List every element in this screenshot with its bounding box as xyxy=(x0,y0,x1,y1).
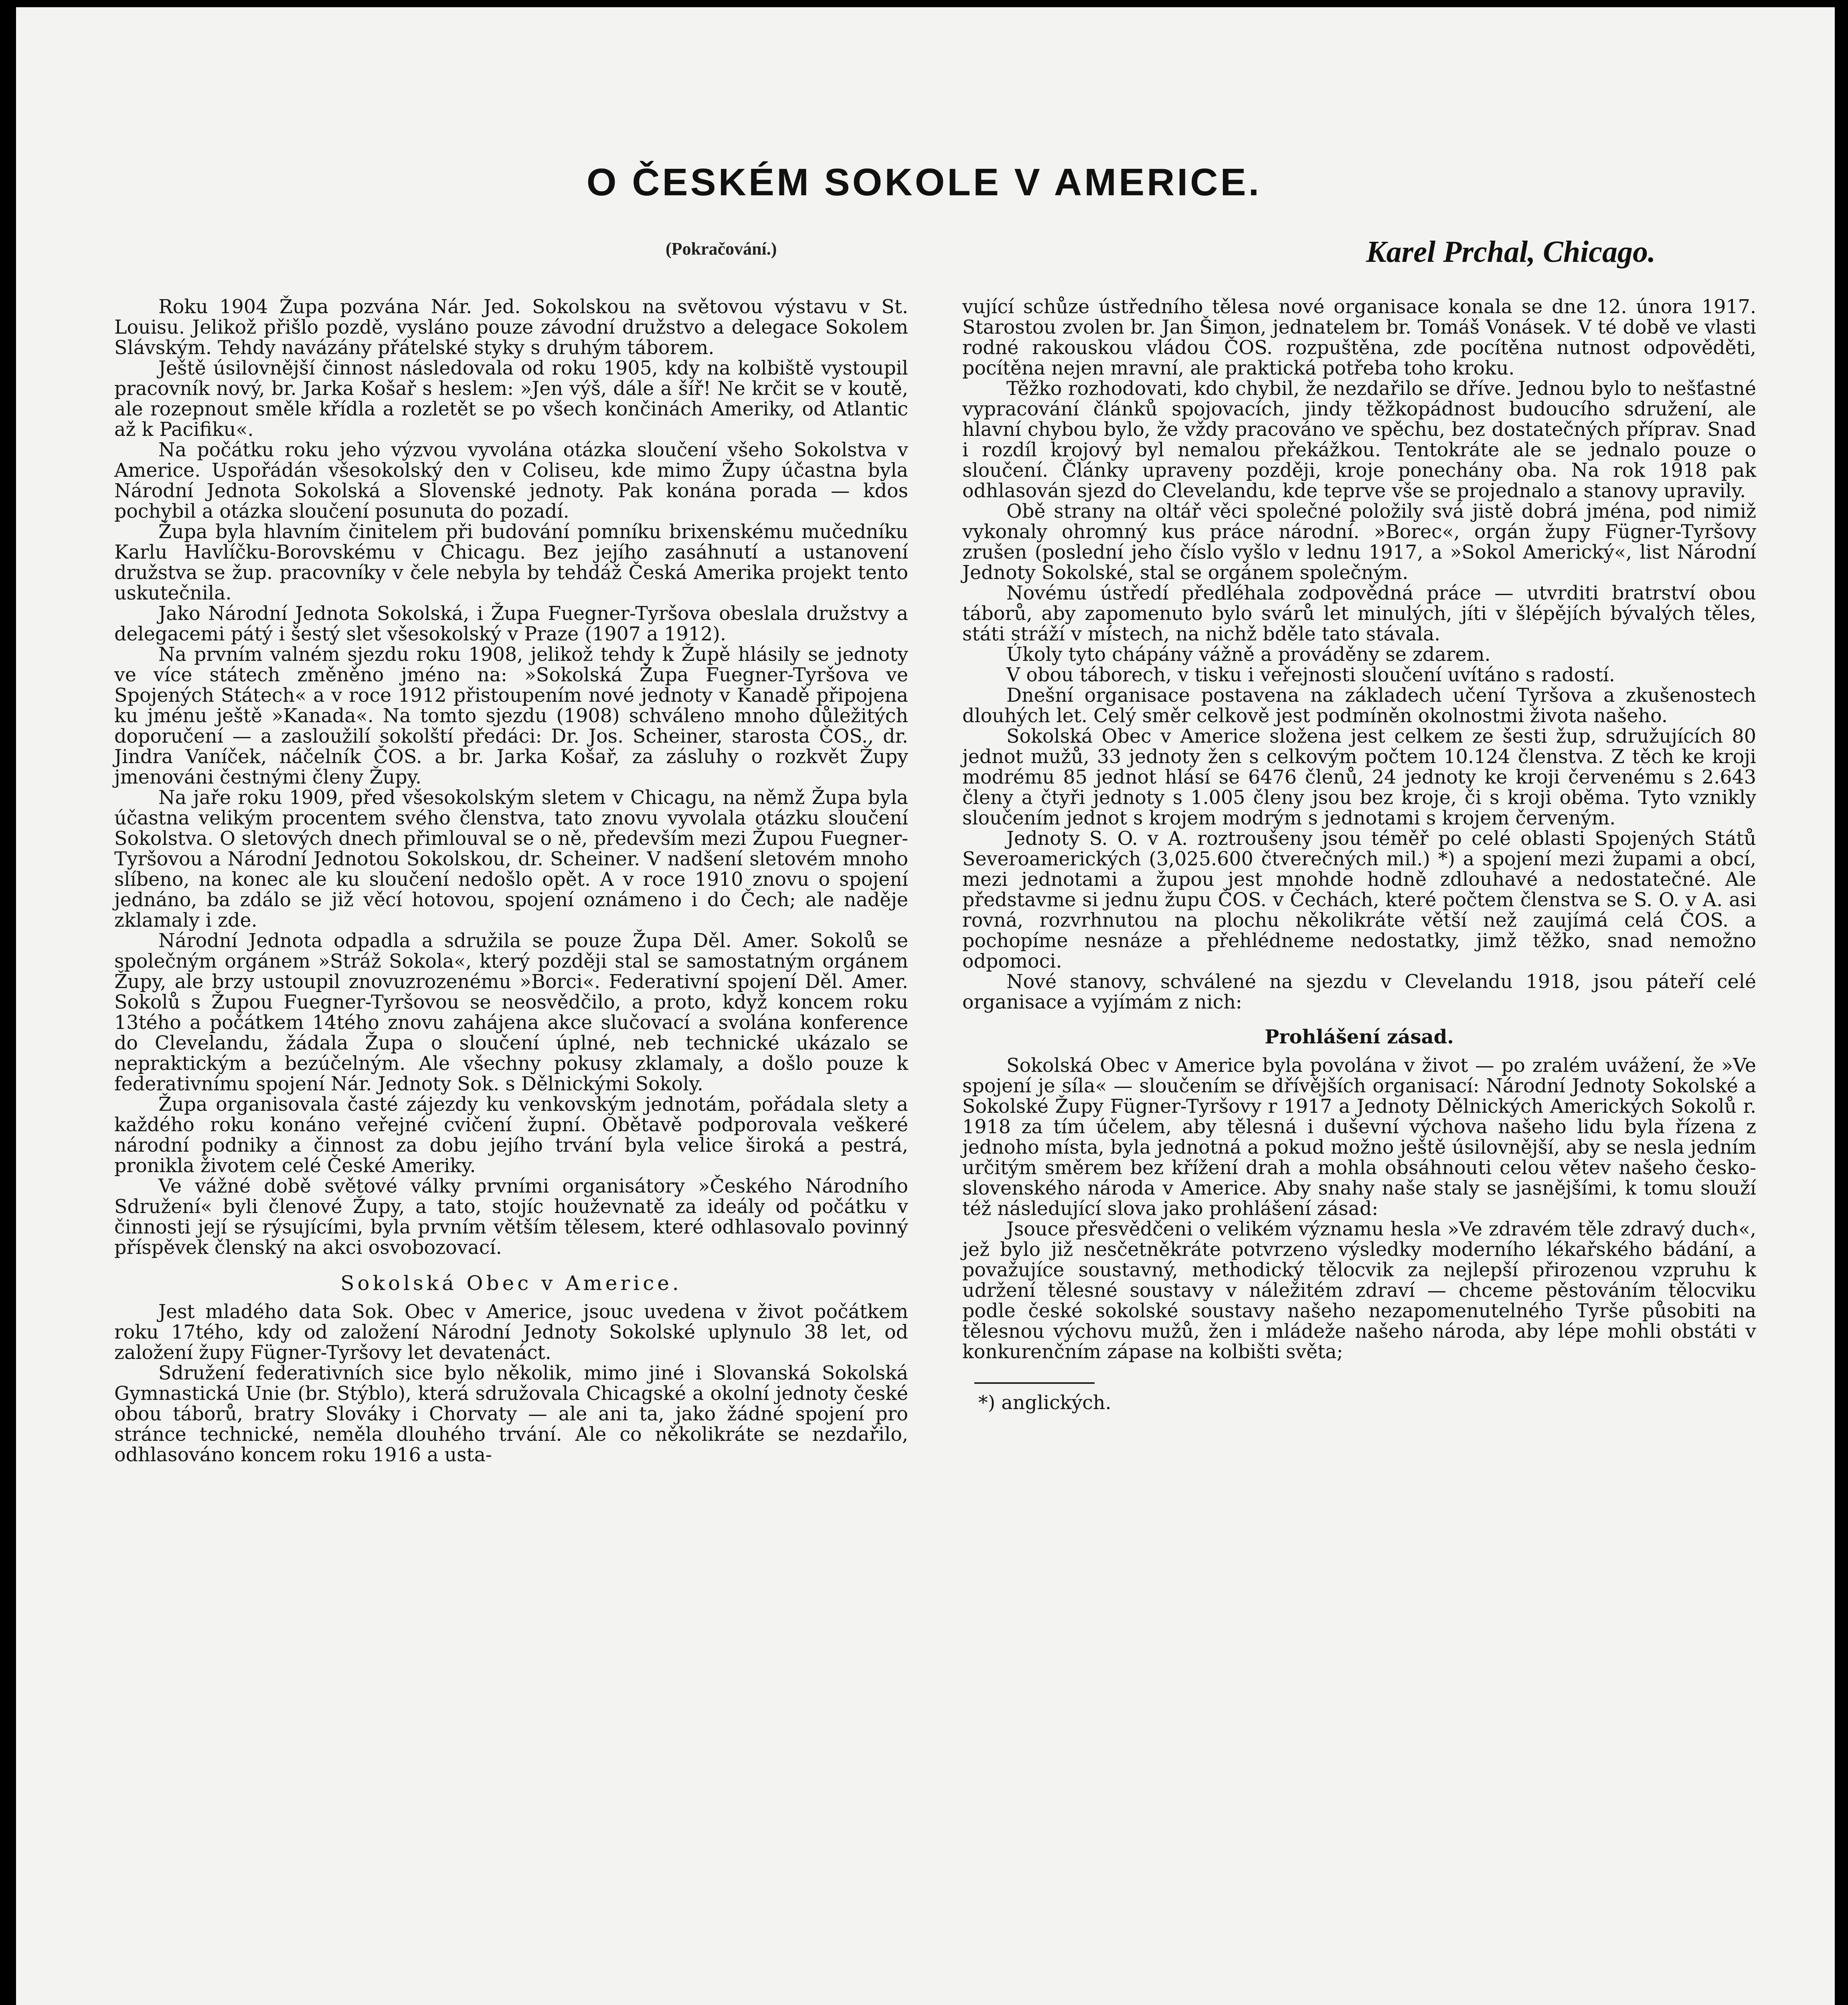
paragraph: Těžko rozhodovati, kdo chybil, že nezdařilo se dříve. Jednou bylo to nešťastné vypracování článků spojovacích, jindy těžkopádnost budoucího sdružení, ale hlavní chybou bylo, že vždy pracováno ve spěchu, bez dostatečných příprav. Snad i rozdíl krojový byl nemalou překážkou. Tentokráte ale se jednalo pouze o sloučení. Články upraveny později, kroje ponechány oba. Na rok 1918 pak odhlasován sjezd do Clevelandu, kde teprve vše se projednalo a stanovy upravily. xyxy=(962,378,1756,502)
paragraph: Jsouce přesvědčeni o velikém významu hesla »Ve zdravém těle zdravý duch«, jež bylo již nesčetněkráte potvrzeno výsledky moderního lékařského bádání, a považujíce soustavný, methodický tělocvik za nejlepší přirozenou vzpruhu k udržení tělesné soustavy v náležitém zdraví — chceme pěstováním tělocviku podle české sokolské soustavy našeho nezapomenutelného Tyrše působiti na tělesnou výchovu mužů, žen i mládeže našeho národa, aby lépe mohli obstáti v konkurenčním zápase na kolbišti světa; xyxy=(962,1218,1756,1363)
paragraph: Jako Národní Jednota Sokolská, i Župa Fuegner-Tyršova obeslala družstvy a delegacemi pátý i šestý slet všesokolský v Praze (1907 a 1912). xyxy=(114,603,908,645)
footnote-rule xyxy=(974,1382,1095,1384)
paragraph: Sokolská Obec v Americe složena jest celkem ze šesti žup, sdružujících 80 jednot mužů, 33 jednoty žen s celkovým počtem 10.124 členstva. Z těch ke kroji modrému 85 jednot hlásí se 6476 členů, 24 jednoty ke kroji červenému s 2.643 členy a čtyři jednoty s 1.005 členy jsou bez kroje, či s kroji oběma. Tyto vznikly sloučením jednot s krojem modrým s jednotami s krojem červeným. xyxy=(962,725,1756,829)
paragraph: Jednoty S. O. v A. roztroušeny jsou téměř po celé oblasti Spojených Států Severoamerických (3,025.600 čtverečných mil.) *) a spojení mezi župami a obcí, mezi jednotami a župou jest mnohde hodně zdlouhavé a nedostatečné. Ale představme si jednu župu ČOS. v Čechách, které počtem členstva se S. O. v A. asi rovná, rozvrhnutou na plochu několikráte větší než zaujímá celá ČOS. a pochopíme nesnáze a přehlédneme nedostatky, jimž těžko, snad nemožno odpomoci. xyxy=(962,828,1756,972)
paragraph: Župa byla hlavním činitelem při budování pomníku brixenskému mučedníku Karlu Havlíčku-Borovskému v Chicagu. Bez jejího zasáhnutí a ustanovení družstva se žup. pracovníky v čele nebyla by tehdáž Česká Amerika projekt tento uskutečnila. xyxy=(114,521,908,604)
paragraph: Nové stanovy, schválené na sjezdu v Clevelandu 1918, jsou páteří celé organisace a vyjímám z nich: xyxy=(962,971,1756,1013)
right-column xyxy=(962,297,1756,1413)
paragraph: Na počátku roku jeho výzvou vyvolána otázka sloučení všeho Sokolstva v Americe. Uspořádán všesokolský den v Coliseu, kde mimo Župy účastna byla Národní Jednota Sokolská a Slovenské jednoty. Pak konána porada — kdos pochybil a otázka sloučení posunuta do pozadí. xyxy=(114,439,908,523)
paragraph: Župa organisovala časté zájezdy ku venkovským jednotám, pořádala slety a každého roku konáno veřejné cvičení župní. Obětavě podporovala veškeré národní podniky a činnost za dobu jejího trvání byla velice široká a pestrá, pronikla životem celé České Ameriky. xyxy=(114,1094,908,1177)
paragraph: Roku 1904 Župa pozvána Nár. Jed. Sokolskou na světovou výstavu v St. Louisu. Jelikož přišlo pozdě, vysláno pouze závodní družstvo a delegace Sokolem Slávským. Tehdy navázány přátelské styky s druhým táborem. xyxy=(114,296,908,359)
continuation-note: (Pokračování.) xyxy=(666,239,777,259)
section-heading: Sokolská Obec v Americe. xyxy=(340,1272,682,1295)
section-heading: Prohlášení zásad. xyxy=(1265,1026,1454,1048)
paragraph: Dnešní organisace postavena na základech učení Tyršova a zkušenostech dlouhých let. Celý směr celkově jest podmíněn okolnostmi života našeho. xyxy=(962,685,1756,727)
paragraph: Ještě úsilovnější činnost následovala od roku 1905, kdy na kolbiště vystoupil pracovník nový, br. Jarka Košař s heslem: »Jen výš, dále a šíř! Ne krčit se v koutě, ale rozepnout směle křídla a rozletět se po všech končinách Ameriky, od Atlantic až k Pacifiku«. xyxy=(114,357,908,441)
paragraph: Obě strany na oltář věci společné položily svá jistě dobrá jména, pod nimiž vykonaly ohromný kus práce národní. »Borec«, orgán župy Fügner-Tyršovy zrušen (poslední jeho číslo vyšlo v lednu 1917, a »Sokol Americký«, list Národní Jednoty Sokolské, stal se orgánem společným. xyxy=(962,500,1756,584)
article-title: O ČESKÉM SOKOLE V AMERICE. xyxy=(586,161,1262,204)
left-column xyxy=(114,297,908,1465)
author-byline: Karel Prchal, Chicago. xyxy=(1366,235,1656,269)
paragraph: Úkoly tyto chápány vážně a prováděny se zdarem. xyxy=(1006,644,1491,666)
paragraph: Ve vážné době světové války prvními organisátory »Českého Národního Sdružení« byli členové Župy, a tato, stojíc houževnatě za ideály od počátku v činnosti její se rýsujícími, byla prvním větším tělesem, které odhlasovalo povinný příspěvek členský na akci osvobozovací. xyxy=(114,1175,908,1259)
footnote: *) anglických. xyxy=(978,1392,1111,1414)
paragraph: Sdružení federativních sice bylo několik, mimo jiné i Slovanská Sokolská Gymnastická Unie (br. Stýblo), která sdružovala Chicagské a okolní jednoty české obou táborů, bratry Slováky i Chorvaty — ale ani ta, jako žádné spojení pro stránce technické, neměla dlouhého trvání. Ale co několikráte se nezdařilo, odhlasováno koncem roku 1916 a usta- xyxy=(114,1362,908,1466)
paragraph: V obou táborech, v tisku i veřejnosti sloučení uvítáno s radostí. xyxy=(1006,664,1615,686)
paragraph: vující schůze ústředního tělesa nové organisace konala se dne 12. února 1917. Starostou zvolen br. Jan Šimon, jednatelem br. Tomáš Vonásek. V té době ve vlasti rodné rakouskou vládou ČOS. rozpuštěna, zde pocítěna nutnost odpověděti, pocítěna nejen mravní, ale praktická potřeba toho kroku. xyxy=(962,296,1756,379)
paragraph: Jest mladého data Sok. Obec v Americe, jsouc uvedena v život počátkem roku 17tého, kdy od založení Národní Jednoty Sokolské uplynulo 38 let, od založení župy Fügner-Tyršovy let devatenáct. xyxy=(114,1301,908,1364)
paragraph: Novému ústředí předléhala zodpovědná práce — utvrditi bratrství obou táborů, aby zapomenuto bylo svárů let minulých, jíti v šlépějích bývalých těles, státi stráží v místech, na nichž bděle tato stávala. xyxy=(962,582,1756,645)
paragraph: Sokolská Obec v Americe byla povolána v život — po zralém uvážení, že »Ve spojení je síla« — sloučením se dřívějších organisací: Národní Jednoty Sokolské a Sokolské Župy Fügner-Tyršovy r 1917 a Jednoty Dělnických Amerických Sokolů r. 1918 za tím účelem, aby tělesná i duševní výchova našeho lidu byla řízena z jednoho místa, byla jednotná a pokud možno ještě úsilovnější, aby se nesla jedním určitým směrem bez křížení drah a mohla obsáhnouti celou větev našeho česko-slovenského národa v Americe. Aby snahy naše staly se jasnějšími, k tomu slouží též následující slova jako prohlášení zásad: xyxy=(962,1055,1756,1220)
paragraph: Národní Jednota odpadla a sdružila se pouze Župa Děl. Amer. Sokolů se společným orgánem »Stráž Sokola«, který později stal se samostatným orgánem Župy, ale brzy ustoupil znovuzrozenému »Borci«. Federativní spojení Děl. Amer. Sokolů s Župou Fuegner-Tyršovou se neosvědčilo, a proto, když koncem roku 13tého a počátkem 14tého znovu zahájena akce slučovací a svolána konference do Clevelandu, žádala Župa o sloučení úplné, neb technické ukázalo se nepraktickým a bezúčelným. Ale všechny pokusy zklamaly, a došlo pouze k federativnímu spojení Nár. Jednoty Sok. s Dělnickými Sokoly. xyxy=(114,930,908,1095)
paragraph: Na prvním valném sjezdu roku 1908, jelikož tehdy k Župě hlásily se jednoty ve více státech změněno jméno na: »Sokolská Župa Fuegner-Tyršova ve Spojených Státech« a v roce 1912 přistoupením nové jednoty v Kanadě připojena ku jménu ještě »Kanada«. Na tomto sjezdu (1908) schváleno mnoho důležitých doporučení — a zasloužilí sokolští předáci: Dr. Jos. Scheiner, starosta ČOS., dr. Jindra Vaníček, náčelník ČOS. a br. Jarka Košař, za zásluhy o rozkvět Župy jmenováni čestnými členy Župy. xyxy=(114,644,908,788)
paragraph: Na jaře roku 1909, před všesokolským sletem v Chicagu, na němž Župa byla účastna velikým procentem svého členstva, tato znovu vyvolala otázku sloučení Sokolstva. O sletových dnech přimlouval se o ně, především mezi Župou Fuegner-Tyršovou a Národní Jednotou Sokolskou, dr. Scheiner. V nadšení sletovém mnoho slíbeno, na konec ale ku sloučení nedošlo opět. A v roce 1910 znovu o spojení jednáno, ba zdálo se již věcí hotovou, spojení oznámeno i do Čech; ale naděje zklamaly i zde. xyxy=(114,787,908,932)
